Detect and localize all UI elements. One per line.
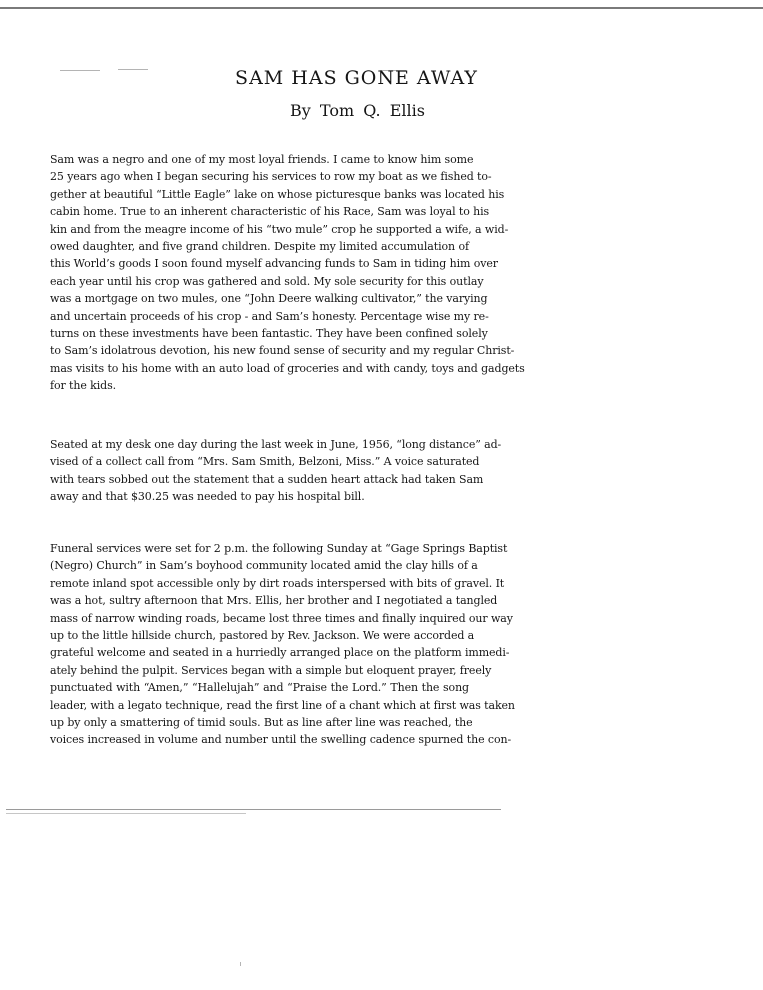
- top-rule: [0, 7, 763, 9]
- paragraph-line: vised of a collect call from “Mrs. Sam Smith, Belzoni, Miss.” A voice saturated: [50, 455, 480, 469]
- paragraph-line: remote inland spot accessible only by dirt roads interspersed with bits of gravel. It: [50, 576, 505, 590]
- scan-speckle: [240, 962, 241, 966]
- paragraph-line: grateful welcome and seated in a hurriedly arranged place on the platform immedi-: [50, 646, 510, 660]
- paragraph-line: to Sam’s idolatrous devotion, his new found sense of security and my regular Christ-: [50, 344, 515, 358]
- paragraph-2: [50, 436, 502, 506]
- paragraph-3: [50, 540, 515, 749]
- paragraph-line: up by only a smattering of timid souls. But as line after line was reached, the: [50, 716, 473, 730]
- paragraph-line: gether at beautiful “Little Eagle” lake on whose picturesque banks was located his: [50, 187, 505, 201]
- paragraph-line: (Negro) Church” in Sam’s boyhood community located amid the clay hills of a: [50, 559, 478, 573]
- paragraph-line: was a mortgage on two mules, one “John Deere walking cultivator,” the varying: [50, 292, 488, 306]
- paragraph-line: and uncertain proceeds of his crop - and Sam’s honesty. Percentage wise my re-: [50, 309, 489, 323]
- paragraph-line: Seated at my desk one day during the last week in June, 1956, “long distance” ad-: [50, 438, 502, 451]
- paragraph-line: this World’s goods I soon found myself advancing funds to Sam in tiding him over: [50, 257, 498, 271]
- paragraph-line: cabin home. True to an inherent characteristic of his Race, Sam was loyal to his: [50, 205, 490, 219]
- paragraph-1: [50, 151, 525, 395]
- paragraph-line: Funeral services were set for 2 p.m. the following Sunday at “Gage Springs Baptist: [50, 542, 508, 555]
- paragraph-line: voices increased in volume and number until the swelling cadence spurned the con-: [50, 733, 512, 747]
- paragraph-line: mass of narrow winding roads, became lost three times and finally inquired our way: [50, 611, 513, 625]
- bottom-rule-faint: [6, 813, 246, 814]
- paragraph-line: with tears sobbed out the statement that a sudden heart attack had taken Sam: [50, 472, 484, 486]
- document-byline: By Tom Q. Ellis: [290, 101, 425, 120]
- paragraph-line: ately behind the pulpit. Services began with a simple but eloquent prayer, freely: [50, 663, 492, 677]
- paragraph-line: leader, with a legato technique, read the first line of a chant which at first was taken: [50, 698, 515, 712]
- paragraph-line: away and that $30.25 was needed to pay his hospital bill.: [50, 490, 365, 504]
- paragraph-line: punctuated with “Amen,” “Hallelujah” and “Praise the Lord.” Then the song: [50, 681, 469, 695]
- paragraph-line: 25 years ago when I began securing his services to row my boat as we fished to-: [50, 170, 492, 184]
- paragraph-line: kin and from the meagre income of his “two mule” crop he supported a wife, a wid-: [50, 222, 509, 236]
- paragraph-line: mas visits to his home with an auto load of groceries and with candy, toys and gadgets: [50, 361, 525, 375]
- document-title: SAM HAS GONE AWAY: [235, 67, 478, 89]
- paragraph-line: was a hot, sultry afternoon that Mrs. Ellis, her brother and I negotiated a tangled: [50, 594, 498, 608]
- paragraph-line: Sam was a negro and one of my most loyal friends. I came to know him some: [50, 153, 474, 166]
- paragraph-line: owed daughter, and five grand children. Despite my limited accumulation of: [50, 240, 469, 254]
- bottom-rule: [6, 809, 501, 810]
- paragraph-line: turns on these investments have been fantastic. They have been confined solely: [50, 327, 488, 341]
- paragraph-line: each year until his crop was gathered and sold. My sole security for this outlay: [50, 274, 484, 288]
- paragraph-line: up to the little hillside church, pastored by Rev. Jackson. We were accorded a: [50, 629, 475, 643]
- paragraph-line: for the kids.: [50, 379, 117, 393]
